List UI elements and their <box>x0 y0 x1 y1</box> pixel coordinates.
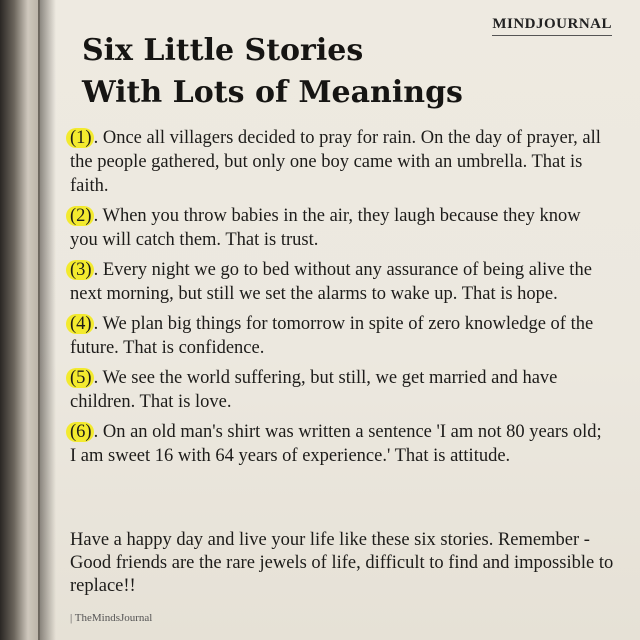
page-title <box>82 30 463 114</box>
closing-paragraph: Have a happy day and live your life like these six stories. Remember - Good friends are the rare jewels of life, difficult to find and impossible to replace!! <box>70 530 614 596</box>
story-item-5 <box>70 366 610 414</box>
title-line-2: With Lots of Meanings <box>82 75 463 110</box>
story-number-highlight: (5) <box>66 368 94 388</box>
story-number-highlight: (1) <box>66 128 94 148</box>
title-line-1: Six Little Stories <box>82 33 364 68</box>
story-text: . When you throw babies in the air, they laugh because they know you will catch them. That is trust. <box>70 206 581 250</box>
story-number-highlight: (6) <box>66 422 94 442</box>
story-text: . Once all villagers decided to pray for rain. On the day of prayer, all the people gathered, but only one boy came with an umbrella. That is faith. <box>70 128 601 196</box>
book-page <box>40 0 640 640</box>
stories-list <box>70 126 610 474</box>
story-number-highlight: (4) <box>66 314 94 334</box>
story-item-3 <box>70 258 610 306</box>
story-number-highlight: (3) <box>66 260 94 280</box>
story-text: . We see the world suffering, but still, we get married and have children. That is love. <box>70 368 558 412</box>
story-item-2 <box>70 204 610 252</box>
brand-logo: MINDJOURNAL <box>492 16 612 36</box>
story-item-6 <box>70 420 610 468</box>
watermark-credit: | TheMindsJournal <box>70 612 153 624</box>
story-number-highlight: (2) <box>66 206 94 226</box>
story-item-1 <box>70 126 610 198</box>
story-text: . We plan big things for tomorrow in spite of zero knowledge of the future. That is confidence. <box>70 314 594 358</box>
story-item-4 <box>70 312 610 360</box>
story-text: . On an old man's shirt was written a sentence 'I am not 80 years old; I am sweet 16 with 64 years of experience.' That is attitude. <box>70 422 602 466</box>
facing-page-edge <box>0 0 40 640</box>
story-text: . Every night we go to bed without any assurance of being alive the next morning, but still we set the alarms to wake up. That is hope. <box>70 260 592 304</box>
